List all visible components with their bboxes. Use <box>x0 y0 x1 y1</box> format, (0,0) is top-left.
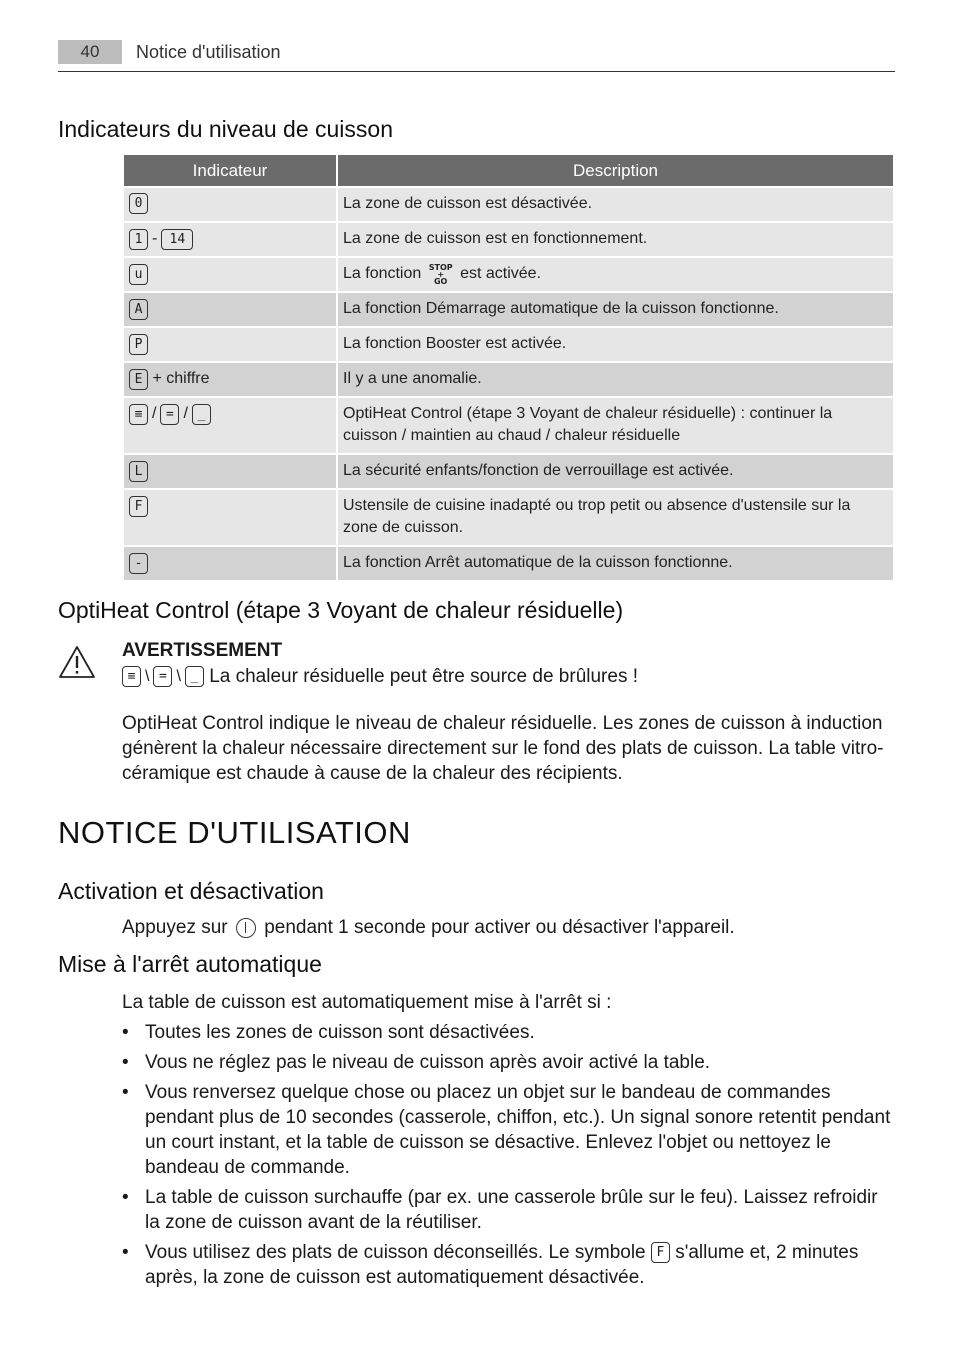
display-symbol: F <box>129 496 148 517</box>
section-title-auto-off: Mise à l'arrêt automatique <box>58 951 322 977</box>
row-description: La fonction Arrêt automatique de la cuisson fonctionne. <box>337 546 894 581</box>
display-symbol: F <box>651 1242 670 1263</box>
column-header-description: Description <box>337 154 894 187</box>
main-title: NOTICE D'UTILISATION <box>58 815 411 850</box>
separator: / <box>152 405 157 423</box>
display-symbol: 0 <box>129 193 148 214</box>
row-description: La sécurité enfants/fonction de verrouillage est activée. <box>337 454 894 489</box>
table-row <box>123 257 894 292</box>
list-item: • Vous renversez quelque chose ou placez un objet sur le bandeau de commandes pendant plus de 10 secondes (casserole, chiffon, etc.). Un signal sonore retentit pendant un court instant, et la table de cuisson se désactive. Enlevez l'objet ou nettoyez le bandeau de commande. <box>122 1082 891 1178</box>
page-header <box>58 40 895 72</box>
separator: - <box>152 230 158 247</box>
display-symbol: _ <box>185 666 204 687</box>
row-description: La fonction Booster est activée. <box>337 327 894 362</box>
table-row <box>123 187 894 222</box>
auto-off-list <box>122 1020 894 1295</box>
column-header-indicator: Indicateur <box>123 154 337 187</box>
warning-text <box>122 666 638 688</box>
power-icon <box>236 918 256 938</box>
row-description: Il y a une anomalie. <box>337 362 894 397</box>
display-symbol: ≡ <box>122 666 141 687</box>
display-symbol: A <box>129 299 148 320</box>
table-row <box>123 397 894 454</box>
indicator-suffix: + chiffre <box>152 370 210 388</box>
table-row <box>123 362 894 397</box>
list-item: • La table de cuisson surchauffe (par ex. une casserole brûle sur le feu). Laissez refroidir la zone de cuisson avant de la réutiliser. <box>122 1187 878 1233</box>
warning-message: La chaleur résiduelle peut être source de brûlures ! <box>209 666 638 687</box>
stop-go-icon: STOP + GO <box>428 262 453 286</box>
table-row <box>123 222 894 257</box>
row-description: La zone de cuisson est en fonctionnement. <box>337 222 894 257</box>
display-symbol: _ <box>192 404 211 425</box>
row-description: La zone de cuisson est désactivée. <box>337 187 894 222</box>
table-row <box>123 546 894 581</box>
row-description: OptiHeat Control (étape 3 Voyant de chaleur résiduelle) : continuer la cuisson / maintien au chaud / chaleur résiduelle <box>337 397 894 454</box>
indicator-table <box>122 153 895 582</box>
display-symbol: - <box>129 553 148 574</box>
display-symbol: u <box>129 264 148 285</box>
display-symbol: E <box>129 369 148 390</box>
optiheat-paragraph: OptiHeat Control indique le niveau de chaleur résiduelle. Les zones de cuisson à induction génèrent la chaleur nécessaire directement sur le fond des plats de cuisson. La table vitro-céramique est chaude à cause de la chaleur des récipients. <box>122 713 884 784</box>
display-symbol: ≡ <box>129 404 148 425</box>
table-row <box>123 327 894 362</box>
display-symbol: = <box>153 666 172 687</box>
warning-title: AVERTISSEMENT <box>122 640 283 661</box>
row-description: La fonction STOP + GO est activée. <box>337 257 894 292</box>
table-row <box>123 454 894 489</box>
section-title-activation: Activation et désactivation <box>58 878 324 904</box>
row-description: La fonction Démarrage automatique de la cuisson fonctionne. <box>337 292 894 327</box>
separator: / <box>183 405 188 423</box>
list-item: • Vous utilisez des plats de cuisson déconseillés. Le symbole F s'allume et, 2 minutes après, la zone de cuisson est automatiquement désactivée. <box>122 1242 859 1288</box>
header-title: Notice d'utilisation <box>136 42 281 62</box>
display-symbol: P <box>129 334 148 355</box>
display-symbol: 1 <box>129 229 148 250</box>
page-number: 40 <box>58 40 122 64</box>
list-item: • Vous ne réglez pas le niveau de cuisson après avoir activé la table. <box>122 1052 711 1073</box>
section-title-indicators: Indicateurs du niveau de cuisson <box>58 116 393 142</box>
warning-icon <box>58 645 96 679</box>
display-symbol: 14 <box>161 229 193 250</box>
display-symbol: = <box>160 404 179 425</box>
section-title-optiheat: OptiHeat Control (étape 3 Voyant de chaleur résiduelle) <box>58 597 624 623</box>
display-symbol: L <box>129 461 148 482</box>
activation-text: Appuyez sur pendant 1 seconde pour activer ou désactiver l'appareil. <box>122 917 735 938</box>
separator: \ <box>176 667 181 685</box>
separator: \ <box>145 667 150 685</box>
auto-off-intro: La table de cuisson est automatiquement mise à l'arrêt si : <box>122 992 612 1013</box>
list-item: • Toutes les zones de cuisson sont désactivées. <box>122 1022 535 1043</box>
row-description: Ustensile de cuisine inadapté ou trop petit ou absence d'ustensile sur la zone de cuisson. <box>337 489 894 546</box>
table-row <box>123 489 894 546</box>
table-row <box>123 292 894 327</box>
